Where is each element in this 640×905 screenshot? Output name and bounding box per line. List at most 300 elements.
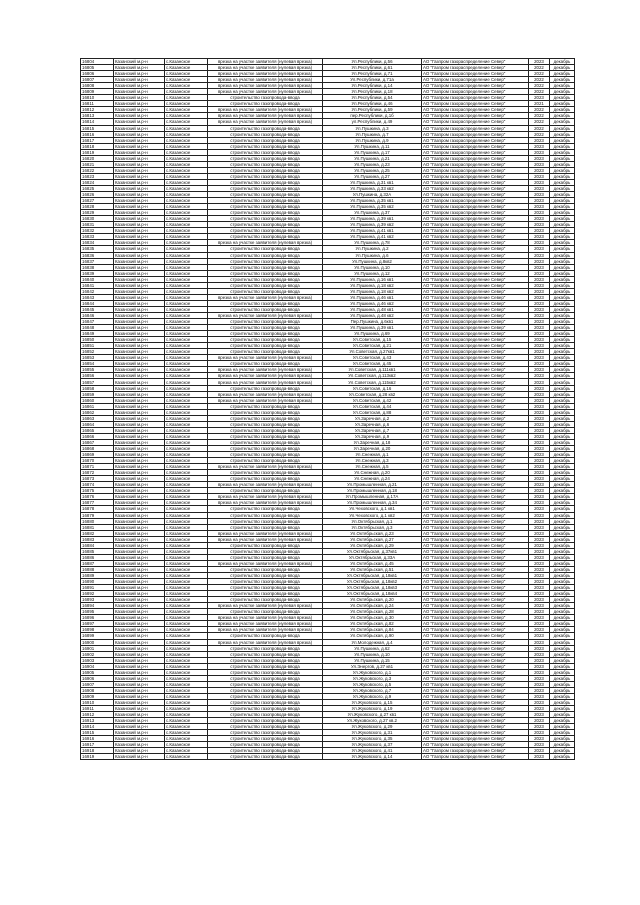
address-cell: Ул.Республики, д.14 [323, 83, 422, 89]
year-cell: 2023 [529, 161, 550, 167]
address-cell: Ул.Заречная, д.20 [323, 446, 422, 452]
address-cell: Ул.Советская, д.115кв2 [323, 379, 422, 385]
village-cell: с.Казанское [165, 748, 208, 754]
village-cell: с.Казанское [165, 155, 208, 161]
organization-cell: АО "Газпром газораспределение Север" [422, 258, 529, 264]
month-cell: декабрь [550, 319, 575, 325]
district-cell: Казанский м.р-н [114, 579, 165, 585]
district-cell: Казанский м.р-н [114, 724, 165, 730]
row-number: 16905 [81, 669, 114, 675]
month-cell: декабрь [550, 651, 575, 657]
year-cell: 2023 [529, 427, 550, 433]
month-cell: декабрь [550, 361, 575, 367]
month-cell: декабрь [550, 252, 575, 258]
work-type-cell: строительство газопровода-ввода [208, 585, 323, 591]
year-cell: 2023 [529, 439, 550, 445]
year-cell: 2023 [529, 494, 550, 500]
year-cell: 2023 [529, 560, 550, 566]
village-cell: с.Казанское [165, 113, 208, 119]
village-cell: с.Казанское [165, 319, 208, 325]
organization-cell: АО "Газпром газораспределение Север" [422, 512, 529, 518]
work-type-cell: строительство газопровода-ввода [208, 325, 323, 331]
address-cell: Ул.Пушкина, д.78 [323, 240, 422, 246]
work-type-cell: строительство газопровода-ввода [208, 409, 323, 415]
table-row [81, 754, 575, 760]
village-cell: с.Казанское [165, 681, 208, 687]
year-cell: 2023 [529, 415, 550, 421]
work-type-cell: строительство газопровода-ввода [208, 179, 323, 185]
work-type-cell: строительство газопровода-ввода [208, 415, 323, 421]
work-type-cell: строительство газопровода-ввода [208, 730, 323, 736]
district-cell: Казанский м.р-н [114, 621, 165, 627]
organization-cell: АО "Газпром газораспределение Север" [422, 458, 529, 464]
work-type-cell: строительство газопровода-ввода [208, 149, 323, 155]
village-cell: с.Казанское [165, 306, 208, 312]
village-cell: с.Казанское [165, 367, 208, 373]
row-number: 16834 [81, 240, 114, 246]
village-cell: с.Казанское [165, 294, 208, 300]
district-cell: Казанский м.р-н [114, 125, 165, 131]
month-cell: декабрь [550, 312, 575, 318]
row-number: 16909 [81, 693, 114, 699]
district-cell: Казанский м.р-н [114, 615, 165, 621]
year-cell: 2023 [529, 246, 550, 252]
month-cell: декабрь [550, 216, 575, 222]
district-cell: Казанский м.р-н [114, 222, 165, 228]
month-cell: декабрь [550, 349, 575, 355]
work-type-cell: врезка на участке заявителя (нулевая врезка) [208, 500, 323, 506]
district-cell: Казанский м.р-н [114, 319, 165, 325]
district-cell: Казанский м.р-н [114, 548, 165, 554]
row-number: 16906 [81, 675, 114, 681]
address-cell: Ул.Советская, д.28 кв2 [323, 391, 422, 397]
district-cell: Казанский м.р-н [114, 252, 165, 258]
year-cell: 2023 [529, 167, 550, 173]
month-cell: декабрь [550, 107, 575, 113]
address-cell: Ул.Жуковского, д.31 [323, 730, 422, 736]
year-cell: 2023 [529, 433, 550, 439]
district-cell: Казанский м.р-н [114, 560, 165, 566]
district-cell: Казанский м.р-н [114, 669, 165, 675]
work-type-cell: врезка на участке заявителя (нулевая врезка) [208, 83, 323, 89]
year-cell: 2023 [529, 524, 550, 530]
work-type-cell: строительство газопровода-ввода [208, 699, 323, 705]
year-cell: 2023 [529, 518, 550, 524]
organization-cell: АО "Газпром газораспределение Север" [422, 361, 529, 367]
village-cell: с.Казанское [165, 240, 208, 246]
month-cell: декабрь [550, 681, 575, 687]
organization-cell: АО "Газпром газораспределение Север" [422, 603, 529, 609]
address-cell: Ул.Промышленная, д.17А [323, 494, 422, 500]
row-number: 16845 [81, 306, 114, 312]
month-cell: декабрь [550, 125, 575, 131]
district-cell: Казанский м.р-н [114, 403, 165, 409]
district-cell: Казанский м.р-н [114, 585, 165, 591]
work-type-cell: строительство газопровода-ввода [208, 216, 323, 222]
work-type-cell: строительство газопровода-ввода [208, 222, 323, 228]
address-cell: Ул.Пушкина, д.35 кв2 [323, 204, 422, 210]
year-cell: 2023 [529, 651, 550, 657]
village-cell: с.Казанское [165, 71, 208, 77]
organization-cell: АО "Газпром газораспределение Север" [422, 325, 529, 331]
row-number: 16897 [81, 621, 114, 627]
document-page [80, 58, 571, 760]
district-cell: Казанский м.р-н [114, 282, 165, 288]
row-number: 16844 [81, 300, 114, 306]
district-cell: Казанский м.р-н [114, 143, 165, 149]
year-cell: 2023 [529, 421, 550, 427]
row-number: 16805 [81, 65, 114, 71]
organization-cell: АО "Газпром газораспределение Север" [422, 633, 529, 639]
district-cell: Казанский м.р-н [114, 603, 165, 609]
work-type-cell: строительство газопровода-ввода [208, 458, 323, 464]
work-type-cell: строительство газопровода-ввода [208, 669, 323, 675]
organization-cell: АО "Газпром газораспределение Север" [422, 312, 529, 318]
work-type-cell: строительство газопровода-ввода [208, 155, 323, 161]
village-cell: с.Казанское [165, 403, 208, 409]
district-cell: Казанский м.р-н [114, 355, 165, 361]
row-number: 16875 [81, 488, 114, 494]
village-cell: с.Казанское [165, 736, 208, 742]
address-cell: Ул.Пушкина, д.18 кв2 [323, 288, 422, 294]
organization-cell: АО "Газпром газораспределение Север" [422, 439, 529, 445]
row-number: 16899 [81, 633, 114, 639]
work-type-cell: строительство газопровода-ввода [208, 403, 323, 409]
organization-cell: АО "Газпром газораспределение Север" [422, 518, 529, 524]
address-cell: Ул.Жуковского, д.41 [323, 748, 422, 754]
row-number: 16904 [81, 663, 114, 669]
row-number: 16896 [81, 615, 114, 621]
district-cell: Казанский м.р-н [114, 699, 165, 705]
address-cell: Ул.Октябрьская, д.18кв2 [323, 579, 422, 585]
row-number: 16866 [81, 433, 114, 439]
district-cell: Казанский м.р-н [114, 192, 165, 198]
district-cell: Казанский м.р-н [114, 554, 165, 560]
month-cell: декабрь [550, 385, 575, 391]
district-cell: Казанский м.р-н [114, 458, 165, 464]
village-cell: с.Казанское [165, 185, 208, 191]
organization-cell: АО "Газпром газораспределение Север" [422, 542, 529, 548]
district-cell: Казанский м.р-н [114, 572, 165, 578]
year-cell: 2023 [529, 361, 550, 367]
organization-cell: АО "Газпром газораспределение Север" [422, 216, 529, 222]
year-cell: 2023 [529, 627, 550, 633]
row-number: 16806 [81, 71, 114, 77]
village-cell: с.Казанское [165, 222, 208, 228]
year-cell: 2023 [529, 736, 550, 742]
month-cell: декабрь [550, 83, 575, 89]
village-cell: с.Казанское [165, 77, 208, 83]
district-cell: Казанский м.р-н [114, 609, 165, 615]
address-cell: Ул.Пушкина, д.12 [323, 270, 422, 276]
row-number: 16809 [81, 89, 114, 95]
year-cell: 2023 [529, 319, 550, 325]
month-cell: декабрь [550, 548, 575, 554]
month-cell: декабрь [550, 742, 575, 748]
district-cell: Казанский м.р-н [114, 155, 165, 161]
address-cell: Ул.Октябрьская, д.28 [323, 609, 422, 615]
month-cell: декабрь [550, 585, 575, 591]
district-cell: Казанский м.р-н [114, 639, 165, 645]
district-cell: Казанский м.р-н [114, 476, 165, 482]
year-cell: 2023 [529, 706, 550, 712]
district-cell: Казанский м.р-н [114, 693, 165, 699]
row-number: 16901 [81, 645, 114, 651]
organization-cell: АО "Газпром газораспределение Север" [422, 300, 529, 306]
year-cell: 2023 [529, 252, 550, 258]
work-type-cell: врезка на участке заявителя (нулевая врезка) [208, 536, 323, 542]
year-cell: 2023 [529, 337, 550, 343]
row-number: 16848 [81, 325, 114, 331]
district-cell: Казанский м.р-н [114, 71, 165, 77]
month-cell: декабрь [550, 325, 575, 331]
address-cell: ул.Республики, д.49 [323, 119, 422, 125]
district-cell: Казанский м.р-н [114, 59, 165, 65]
month-cell: декабрь [550, 724, 575, 730]
month-cell: декабрь [550, 524, 575, 530]
district-cell: Казанский м.р-н [114, 464, 165, 470]
work-type-cell: строительство газопровода-ввода [208, 288, 323, 294]
work-type-cell: строительство газопровода-ввода [208, 736, 323, 742]
district-cell: Казанский м.р-н [114, 210, 165, 216]
month-cell: декабрь [550, 294, 575, 300]
organization-cell: АО "Газпром газораспределение Север" [422, 597, 529, 603]
address-cell: Ул.Жуковского, д.5 [323, 681, 422, 687]
district-cell: Казанский м.р-н [114, 312, 165, 318]
row-number: 16829 [81, 210, 114, 216]
year-cell: 2022 [529, 113, 550, 119]
month-cell: декабрь [550, 663, 575, 669]
village-cell: с.Казанское [165, 530, 208, 536]
month-cell: декабрь [550, 71, 575, 77]
village-cell: с.Казанское [165, 192, 208, 198]
district-cell: Казанский м.р-н [114, 185, 165, 191]
row-number: 16863 [81, 415, 114, 421]
row-number: 16900 [81, 639, 114, 645]
address-cell: Ул.Советская, д.16 [323, 385, 422, 391]
organization-cell: АО "Газпром газораспределение Север" [422, 663, 529, 669]
month-cell: декабрь [550, 566, 575, 572]
address-cell: Ул.Республики, д.61 [323, 65, 422, 71]
village-cell: с.Казанское [165, 488, 208, 494]
work-type-cell: строительство газопровода-ввода [208, 754, 323, 760]
organization-cell: АО "Газпром газораспределение Север" [422, 149, 529, 155]
organization-cell: АО "Газпром газораспределение Север" [422, 615, 529, 621]
row-number: 16841 [81, 282, 114, 288]
village-cell: с.Казанское [165, 95, 208, 101]
month-cell: декабрь [550, 748, 575, 754]
year-cell: 2023 [529, 554, 550, 560]
address-cell: Ул.Республики, д.46 [323, 101, 422, 107]
address-cell: Ул.Октябрьская, д.45 [323, 560, 422, 566]
year-cell: 2023 [529, 536, 550, 542]
address-cell: Ул.Заречная, д.6 [323, 421, 422, 427]
year-cell: 2023 [529, 597, 550, 603]
organization-cell: АО "Газпром газораспределение Север" [422, 65, 529, 71]
organization-cell: АО "Газпром газораспределение Север" [422, 591, 529, 597]
address-cell: Ул.Октябрьская, д.37кв1 [323, 548, 422, 554]
row-number: 16873 [81, 476, 114, 482]
work-type-cell: строительство газопровода-ввода [208, 633, 323, 639]
district-cell: Казанский м.р-н [114, 512, 165, 518]
work-type-cell: строительство газопровода-ввода [208, 651, 323, 657]
organization-cell: АО "Газпром газораспределение Север" [422, 476, 529, 482]
village-cell: с.Казанское [165, 536, 208, 542]
organization-cell: АО "Газпром газораспределение Север" [422, 446, 529, 452]
organization-cell: АО "Газпром газораспределение Север" [422, 699, 529, 705]
month-cell: декабрь [550, 754, 575, 760]
district-cell: Казанский м.р-н [114, 597, 165, 603]
year-cell: 2023 [529, 609, 550, 615]
organization-cell: АО "Газпром газораспределение Север" [422, 724, 529, 730]
year-cell: 2023 [529, 391, 550, 397]
district-cell: Казанский м.р-н [114, 264, 165, 270]
row-number: 16850 [81, 337, 114, 343]
month-cell: декабрь [550, 621, 575, 627]
address-cell: Ул.Жуковского, д.15 [323, 699, 422, 705]
address-cell: Ул.Советская, д.21 [323, 343, 422, 349]
district-cell: Казанский м.р-н [114, 101, 165, 107]
village-cell: с.Казанское [165, 83, 208, 89]
month-cell: декабрь [550, 355, 575, 361]
row-number: 16878 [81, 506, 114, 512]
month-cell: декабрь [550, 500, 575, 506]
row-number: 16817 [81, 137, 114, 143]
district-cell: Казанский м.р-н [114, 591, 165, 597]
district-cell: Казанский м.р-н [114, 494, 165, 500]
row-number: 16888 [81, 566, 114, 572]
row-number: 16865 [81, 427, 114, 433]
organization-cell: АО "Газпром газораспределение Север" [422, 349, 529, 355]
row-number: 16898 [81, 627, 114, 633]
organization-cell: АО "Газпром газораспределение Север" [422, 331, 529, 337]
organization-cell: АО "Газпром газораспределение Север" [422, 470, 529, 476]
village-cell: с.Казанское [165, 470, 208, 476]
month-cell: декабрь [550, 718, 575, 724]
month-cell: декабрь [550, 579, 575, 585]
address-cell: Ул.Пушкина, д.62 [323, 645, 422, 651]
organization-cell: АО "Газпром газораспределение Север" [422, 210, 529, 216]
month-cell: декабрь [550, 143, 575, 149]
row-number: 16807 [81, 77, 114, 83]
district-cell: Казанский м.р-н [114, 349, 165, 355]
village-cell: с.Казанское [165, 699, 208, 705]
year-cell: 2023 [529, 742, 550, 748]
work-type-cell: строительство газопровода-ввода [208, 343, 323, 349]
work-type-cell: строительство газопровода-ввода [208, 198, 323, 204]
row-number: 16812 [81, 107, 114, 113]
month-cell: декабрь [550, 591, 575, 597]
organization-cell: АО "Газпром газораспределение Север" [422, 89, 529, 95]
month-cell: декабрь [550, 306, 575, 312]
month-cell: декабрь [550, 167, 575, 173]
address-cell: Ул.Октябрьская, д.3 [323, 524, 422, 530]
work-type-cell: строительство газопровода-ввода [208, 439, 323, 445]
organization-cell: АО "Газпром газораспределение Север" [422, 403, 529, 409]
month-cell: декабрь [550, 512, 575, 518]
year-cell: 2023 [529, 204, 550, 210]
district-cell: Казанский м.р-н [114, 675, 165, 681]
month-cell: декабрь [550, 246, 575, 252]
district-cell: Казанский м.р-н [114, 754, 165, 760]
row-number: 16815 [81, 125, 114, 131]
address-cell: Ул.Пушкина, д.32А [323, 192, 422, 198]
district-cell: Казанский м.р-н [114, 421, 165, 427]
address-cell: Ул.Республики, д.71а [323, 77, 422, 83]
month-cell: декабрь [550, 597, 575, 603]
month-cell: декабрь [550, 276, 575, 282]
district-cell: Казанский м.р-н [114, 331, 165, 337]
work-type-cell: строительство газопровода-ввода [208, 748, 323, 754]
row-number: 16827 [81, 198, 114, 204]
village-cell: с.Казанское [165, 373, 208, 379]
work-type-cell: строительство газопровода-ввода [208, 282, 323, 288]
year-cell: 2023 [529, 476, 550, 482]
month-cell: декабрь [550, 270, 575, 276]
address-cell: Ул.Октябрьская, д.29 [323, 542, 422, 548]
year-cell: 2023 [529, 149, 550, 155]
work-type-cell: врезка на участке заявителя (нулевая врезка) [208, 240, 323, 246]
organization-cell: АО "Газпром газораспределение Север" [422, 494, 529, 500]
year-cell: 2023 [529, 566, 550, 572]
village-cell: с.Казанское [165, 137, 208, 143]
address-cell: Ул.Жуковского, д.9 [323, 693, 422, 699]
district-cell: Казанский м.р-н [114, 131, 165, 137]
district-cell: Казанский м.р-н [114, 645, 165, 651]
district-cell: Казанский м.р-н [114, 706, 165, 712]
address-cell: Ул.Пушкина, д.3 [323, 125, 422, 131]
district-cell: Казанский м.р-н [114, 246, 165, 252]
year-cell: 2023 [529, 585, 550, 591]
year-cell: 2023 [529, 603, 550, 609]
organization-cell: АО "Газпром газораспределение Север" [422, 119, 529, 125]
village-cell: с.Казанское [165, 204, 208, 210]
year-cell: 2023 [529, 687, 550, 693]
address-cell: Ул.Советская, д.45 [323, 361, 422, 367]
work-type-cell: строительство газопровода-ввода [208, 125, 323, 131]
village-cell: с.Казанское [165, 482, 208, 488]
row-number: 16821 [81, 161, 114, 167]
district-cell: Казанский м.р-н [114, 204, 165, 210]
organization-cell: АО "Газпром газораспределение Север" [422, 579, 529, 585]
year-cell: 2023 [529, 179, 550, 185]
row-number: 16876 [81, 494, 114, 500]
work-type-cell: строительство газопровода-ввода [208, 300, 323, 306]
work-type-cell: строительство газопровода-ввода [208, 470, 323, 476]
month-cell: декабрь [550, 736, 575, 742]
district-cell: Казанский м.р-н [114, 198, 165, 204]
address-cell: Ул.Советская, д.113кв2 [323, 373, 422, 379]
year-cell: 2023 [529, 294, 550, 300]
work-type-cell: строительство газопровода-ввода [208, 663, 323, 669]
district-cell: Казанский м.р-н [114, 240, 165, 246]
work-type-cell: строительство газопровода-ввода [208, 566, 323, 572]
address-cell: Ул.Октябрьская, д.90 [323, 633, 422, 639]
work-type-cell: строительство газопровода-ввода [208, 270, 323, 276]
month-cell: декабрь [550, 95, 575, 101]
year-cell: 2023 [529, 349, 550, 355]
district-cell: Казанский м.р-н [114, 95, 165, 101]
row-number: 16813 [81, 113, 114, 119]
year-cell: 2023 [529, 312, 550, 318]
village-cell: с.Казанское [165, 427, 208, 433]
row-number: 16843 [81, 294, 114, 300]
work-type-cell: врезка на участке заявителя (нулевая врезка) [208, 397, 323, 403]
row-number: 16811 [81, 101, 114, 107]
work-type-cell: строительство газопровода-ввода [208, 706, 323, 712]
row-number: 16915 [81, 730, 114, 736]
row-number: 16820 [81, 155, 114, 161]
